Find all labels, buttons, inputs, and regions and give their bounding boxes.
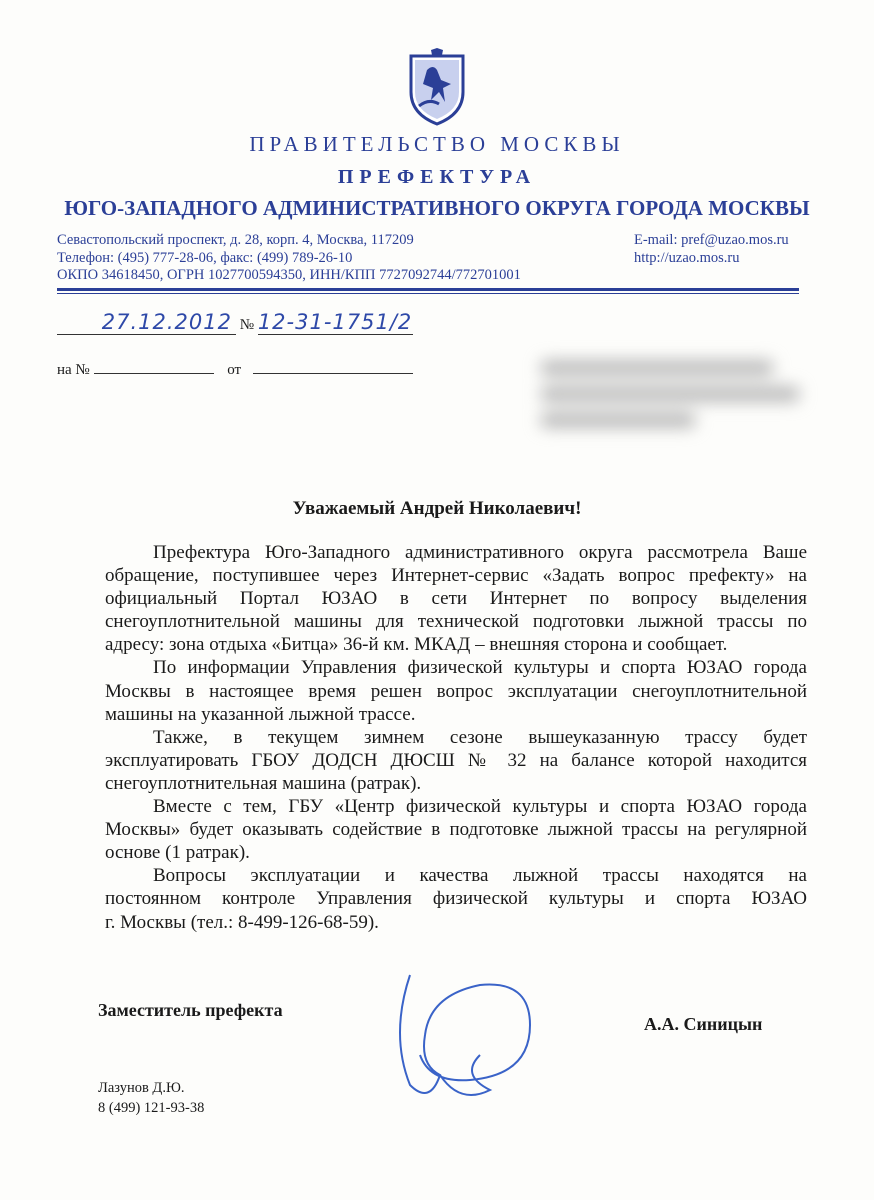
handwritten-date: 27.12.2012 [101,310,232,334]
address-block [57,232,521,285]
contacts-block [634,232,789,267]
paragraph-line: Вместе с тем, ГБУ «Центр физической культуры и спорта ЮЗАО города [153,796,807,818]
phone-line: Телефон: (495) 777-28-06, факс: (499) 789-26-10 [57,249,353,266]
paragraph-line: обращение, поступившее через Интернет-сервис «Задать вопрос префекту» на [105,565,807,587]
reply-to-line [57,362,413,379]
paragraph-line: Также, в текущем зимнем сезоне вышеуказанную трассу будет [153,726,807,748]
email: E-mail: pref@uzao.mos.ru [634,232,789,248]
from-label: от [227,362,242,378]
paragraph-line: машины на указанной лыжной трассе. [105,703,416,725]
paragraph-line: адресу: зона отдыха «Битца» 36-й км. МКАД – внешняя сторона и сообщает. [105,634,728,656]
reply-to-label: на № [57,362,90,378]
executor-name: Лазунов Д.Ю. [98,1080,185,1096]
greeting: Уважаемый Андрей Николаевич! [292,498,582,519]
handwritten-signature [380,955,560,1105]
paragraph-line: основе (1 ратрак). [105,842,250,864]
okrug-title: ЮГО-ЗАПАДНОГО АДМИНИСТРАТИВНОГО ОКРУГА ГОРОДА МОСКВЫ [64,196,810,220]
paragraph [105,795,807,864]
paragraph-line: постоянном контроле Управления физической культуры и спорта ЮЗАО [105,888,807,910]
coat-of-arms-emblem [405,48,469,128]
paragraph [105,726,807,795]
prefecture-title: ПРЕФЕКТУРА [337,166,537,188]
address-line: Севастопольский проспект, д. 28, корп. 4, Москва, 117209 [57,232,414,248]
paragraph [105,656,807,725]
executor-block [98,1078,204,1118]
paragraph-line: Префектура Юго-Западного административного округа рассмотрела Ваше [153,542,807,563]
paragraph [105,541,807,656]
letter-body [105,541,807,934]
number-label: № [239,317,255,333]
paragraph-line: Вопросы эксплуатации и качества лыжной трассы находятся на [153,865,807,887]
paragraph-line: снегоуплотнительной машины для технической подготовки лыжной трассы по [105,611,807,633]
executor-phone: 8 (499) 121-93-38 [98,1100,205,1116]
paragraph-line: Москвы» будет оказывать содействие в подготовке лыжной трассы на регулярной [105,819,807,841]
header-divider [57,288,799,291]
paragraph-line: По информации Управления физической культуры и спорта ЮЗАО города [153,657,807,679]
registry-line: ОКПО 34618450, ОГРН 1027700594350, ИНН/КПП 7727092744/772701001 [57,267,521,283]
registration-line [57,310,413,335]
header-divider-thin [57,293,799,294]
signatory-title: Заместитель префекта [98,1000,283,1020]
paragraph-line: снегоуплотнительная машина (ратрак). [105,772,422,794]
redacted-recipient [540,350,800,450]
website: http://uzao.mos.ru [634,249,740,266]
handwritten-number: 12-31-1751/2 [257,310,413,334]
paragraph-line: Москвы в настоящее время решен вопрос эксплуатации снегоуплотнительной [105,680,807,702]
paragraph-line: эксплуатировать ГБОУ ДОДСН ДЮСШ № 32 на балансе которой находится [105,749,807,771]
government-title: ПРАВИТЕЛЬСТВО МОСКВЫ [249,132,625,156]
paragraph-line: г. Москвы (тел.: 8-499-126-68-59). [105,911,379,933]
signatory-name: А.А. Синицын [644,1014,763,1034]
paragraph [105,864,807,933]
paragraph-line: официальный Портал ЮЗАО в сети Интернет по вопросу выделения [105,588,807,610]
